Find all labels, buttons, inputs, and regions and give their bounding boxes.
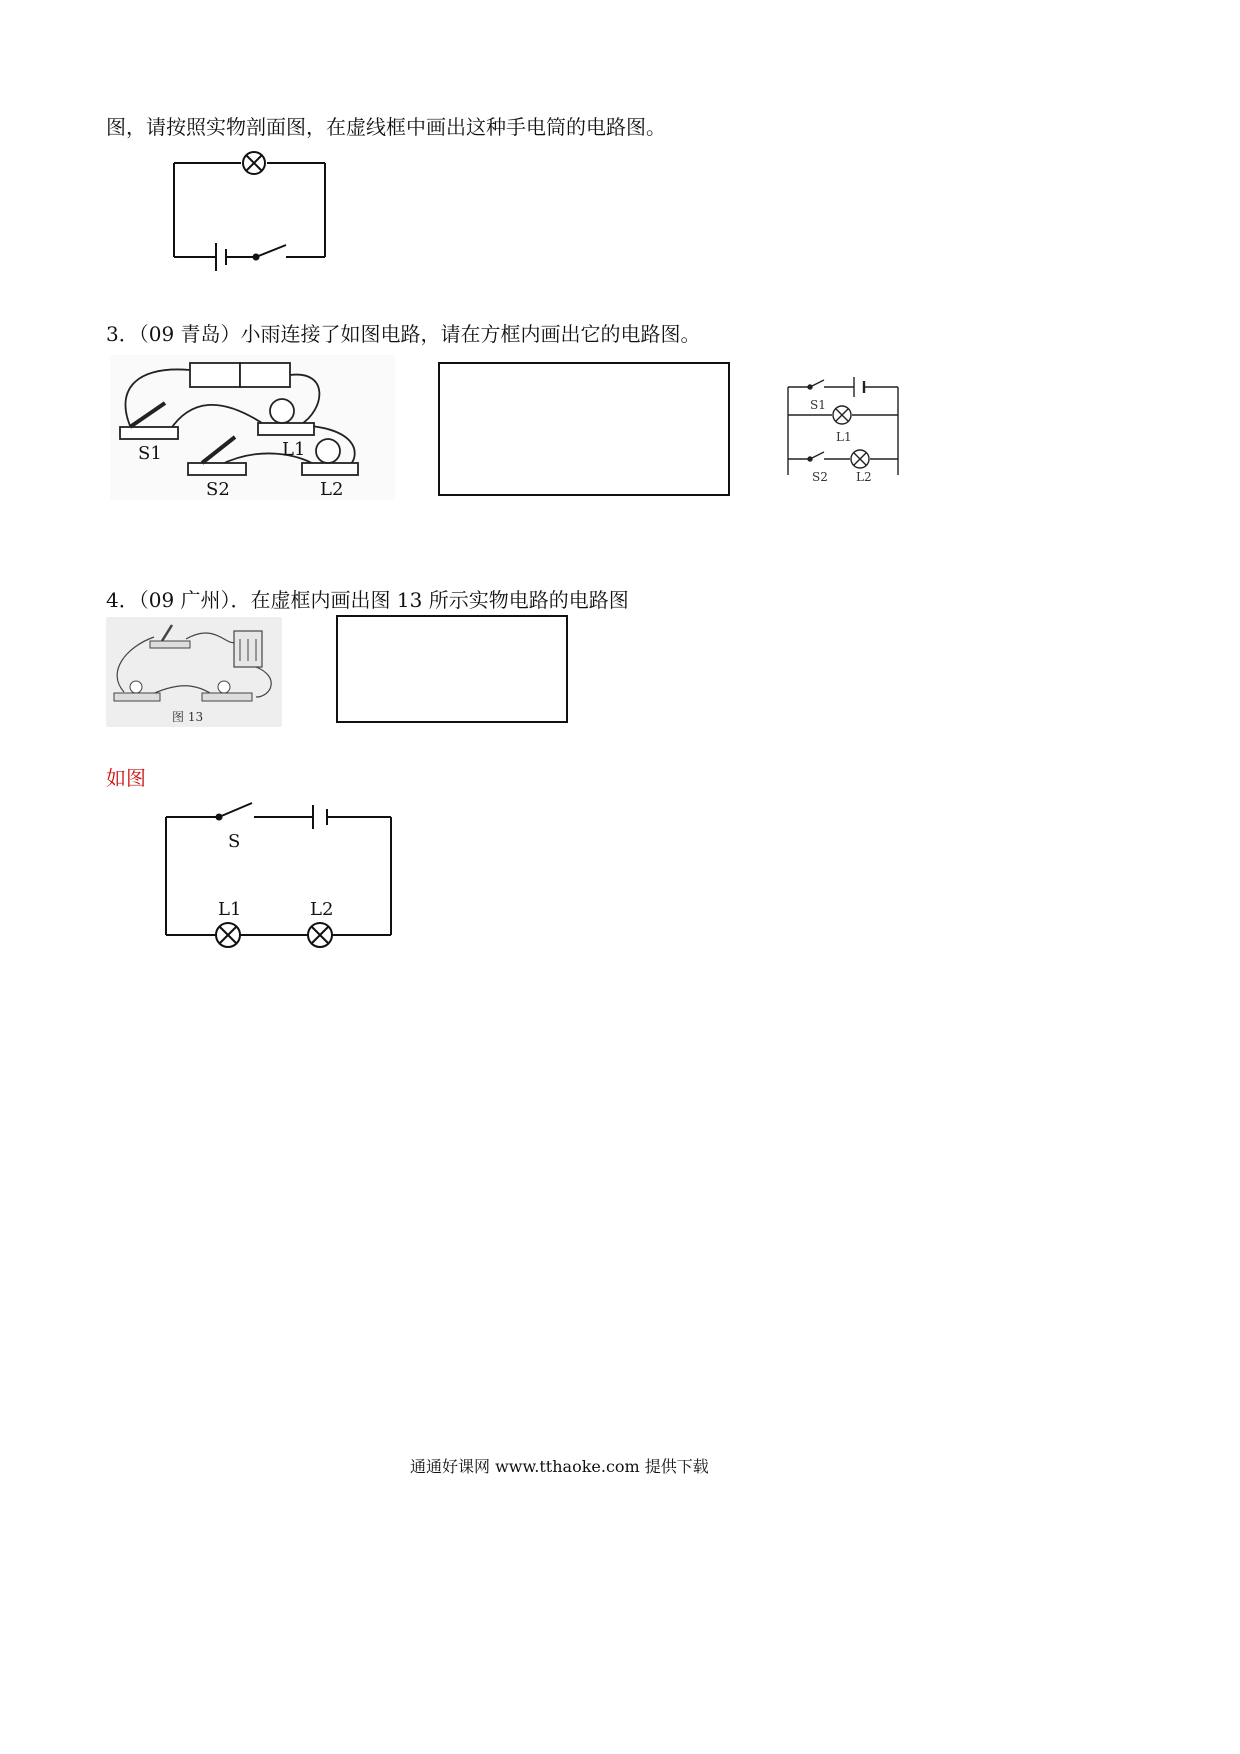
q4-photo-lamp-2-icon — [202, 681, 252, 701]
q3-photo-label-l2: L2 — [320, 479, 344, 500]
q3-lamp-l2-icon — [302, 439, 358, 475]
q4-answer-label-s: S — [228, 831, 241, 852]
q3-battery-pack-icon — [190, 363, 290, 387]
q4-answer-prefix: 如图 — [106, 766, 146, 790]
page-footer: 通通好课网 www.tthaoke.com 提供下载 — [410, 1457, 709, 1476]
q4-schematic-lamp-l1-icon — [216, 923, 240, 947]
q3-photo-label-s1: S1 — [138, 443, 162, 464]
q4-physical-circuit-photo — [106, 617, 282, 727]
q3-schematic-battery-icon — [854, 377, 864, 397]
q2-wires — [174, 163, 325, 257]
q3-photo-label-l1: L1 — [282, 439, 306, 460]
q3-lamp-l1-icon — [258, 399, 314, 435]
q3-schematic-switch-s2-icon — [808, 452, 824, 461]
q3-answer-label-s2: S2 — [812, 470, 828, 484]
q4-schematic-lamp-l2-icon — [308, 923, 332, 947]
q4-photo-battery-icon — [234, 631, 262, 667]
q3-answer-label-l1: L1 — [836, 430, 852, 444]
q2-circuit-diagram — [160, 145, 350, 280]
q3-photo-label-s2: S2 — [206, 479, 230, 500]
q3-answer-schematic — [780, 365, 905, 495]
q3-physical-circuit-photo — [110, 355, 395, 500]
q4-schematic-switch-icon — [216, 803, 253, 821]
q4-photo-switch-icon — [150, 625, 190, 648]
q2-battery-icon — [216, 243, 226, 271]
q3-switch-s2-icon — [188, 437, 246, 475]
q4-answer-label-l2: L2 — [310, 899, 334, 920]
q2-text: 图，请按照实物剖面图，在虚线框中画出这种手电筒的电路图。 — [106, 115, 666, 139]
q4-schematic-wires — [166, 817, 391, 935]
q3-schematic-lamp-l2-icon — [851, 450, 869, 468]
q3-schematic-switch-s1-icon — [808, 380, 824, 389]
q3-schematic-lamp-l1-icon — [833, 406, 851, 424]
q3-text: 3．（09 青岛）小雨连接了如图电路，请在方框内画出它的电路图。 — [106, 322, 701, 346]
q4-photo-lamp-1-icon — [114, 681, 160, 701]
q3-answer-label-l2: L2 — [856, 470, 872, 484]
q2-switch-icon — [253, 245, 287, 261]
q3-answer-label-s1: S1 — [810, 398, 826, 412]
q2-lamp-icon — [243, 152, 265, 174]
q4-answer-label-l1: L1 — [218, 899, 242, 920]
q4-answer-schematic — [160, 795, 400, 955]
q4-photo-caption: 图 13 — [172, 710, 204, 724]
q3-answer-box — [438, 362, 730, 496]
q4-text: 4．（09 广州）．在虚框内画出图 13 所示实物电路的电路图 — [106, 588, 629, 612]
q4-schematic-battery-icon — [313, 805, 327, 829]
q4-answer-box — [336, 615, 568, 723]
